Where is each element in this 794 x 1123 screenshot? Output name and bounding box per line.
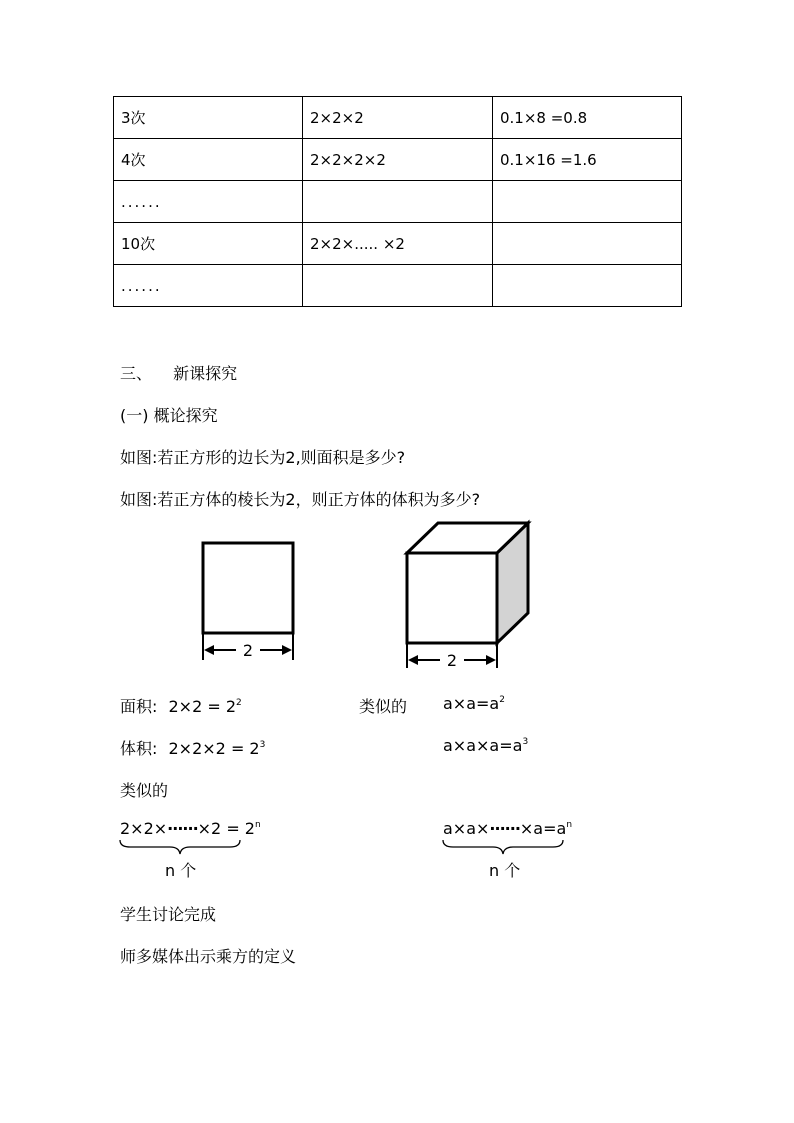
- cube-figure: [402, 518, 534, 670]
- a-power-n-formula: [443, 819, 572, 838]
- table-cell: 4次: [114, 139, 303, 181]
- table-cell: 0.1×16 =1.6: [493, 139, 682, 181]
- arrow-right-icon: [282, 645, 292, 655]
- table-cell: 3次: [114, 97, 303, 139]
- n-expression-right: ×2 = 2: [197, 819, 255, 838]
- power-n-formula: [120, 819, 261, 838]
- an-dots: ······: [489, 819, 520, 838]
- table-cell: 2×2×2: [303, 97, 493, 139]
- table-row: [114, 181, 682, 223]
- a-cubed-expression: a×a×a=a: [443, 736, 523, 755]
- volume-formula: [120, 736, 265, 759]
- brace-right-icon: [441, 838, 565, 856]
- subheading: (一) 概论探究: [120, 406, 218, 425]
- table-row: [114, 97, 682, 139]
- a-squared-expression: a×a=a: [443, 694, 500, 713]
- arrow-left-icon: [408, 655, 418, 665]
- n-exponent: n: [254, 820, 261, 830]
- brace-left-icon: [118, 838, 242, 856]
- a-cubed-formula: [443, 736, 528, 755]
- table-cell: [303, 265, 493, 307]
- power-table: [113, 96, 682, 307]
- an-expression-left: a×a×: [443, 819, 490, 838]
- table-cell: [493, 181, 682, 223]
- similar-label-2: 类似的: [120, 781, 169, 800]
- a-cubed-exponent: 3: [522, 737, 529, 747]
- section-title: 新课探究: [173, 364, 238, 383]
- table-row: [114, 223, 682, 265]
- note-line-1: 学生讨论完成: [120, 905, 217, 924]
- volume-exponent: 3: [259, 740, 266, 750]
- table-row: [114, 265, 682, 307]
- arrow-right-icon: [486, 655, 496, 665]
- table-cell: ......: [114, 181, 303, 223]
- cube-front-face: [407, 553, 497, 643]
- table-cell: 2×2×..... ×2: [303, 223, 493, 265]
- table-cell: 0.1×8 =0.8: [493, 97, 682, 139]
- question-square: 如图:若正方形的边长为2,则面积是多少?: [120, 448, 406, 467]
- volume-label: 体积:: [120, 739, 158, 758]
- section-heading: [120, 361, 237, 384]
- cube-edge-label: 2: [446, 651, 458, 670]
- a-squared-exponent: 2: [499, 695, 505, 705]
- area-exponent: 2: [236, 698, 242, 708]
- an-expression-right: ×a=a: [519, 819, 567, 838]
- note-line-2: 师多媒体出示乘方的定义: [120, 947, 297, 966]
- square-shape: [203, 543, 293, 633]
- table-cell: ......: [114, 265, 303, 307]
- brace-label-right: n 个: [489, 861, 521, 880]
- an-exponent: n: [566, 820, 573, 830]
- square-side-label: 2: [242, 641, 254, 660]
- volume-expression: 2×2×2 = 2: [168, 739, 260, 758]
- arrow-left-icon: [204, 645, 214, 655]
- section-number: 三、: [120, 364, 153, 383]
- question-cube: 如图:若正方体的棱长为2，则正方体的体积为多少?: [120, 490, 481, 509]
- table-cell: 2×2×2×2: [303, 139, 493, 181]
- area-label: 面积:: [120, 697, 158, 716]
- area-formula: [120, 694, 242, 717]
- table-row: [114, 139, 682, 181]
- table-cell: 10次: [114, 223, 303, 265]
- a-squared-formula: [443, 694, 505, 713]
- brace-label-left: n 个: [165, 861, 197, 880]
- table-cell: [303, 181, 493, 223]
- area-expression: 2×2 = 2: [168, 697, 237, 716]
- n-dots: ······: [167, 819, 198, 838]
- square-figure: [198, 538, 300, 664]
- table-cell: [493, 265, 682, 307]
- similar-label-1: 类似的: [359, 697, 408, 716]
- n-expression-left: 2×2×: [120, 819, 168, 838]
- table-cell: [493, 223, 682, 265]
